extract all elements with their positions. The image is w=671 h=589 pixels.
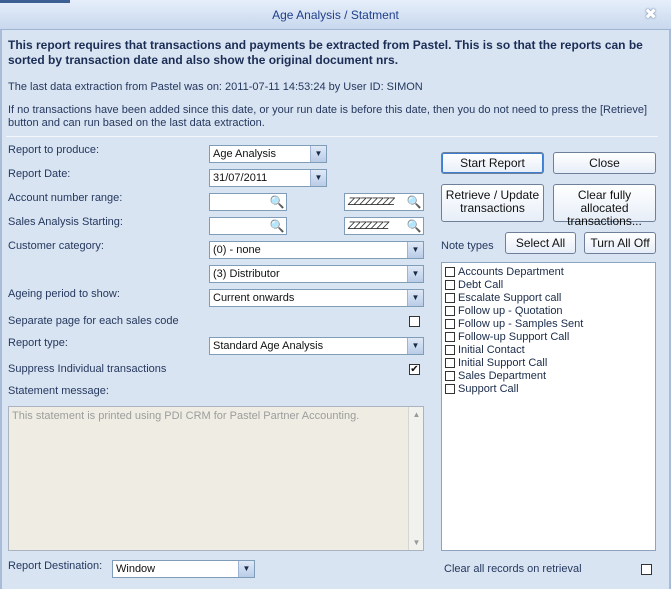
sales-from-input[interactable] <box>209 217 287 235</box>
account-to-value: ZZZZZZZZ <box>348 196 394 208</box>
title-bar <box>0 0 671 30</box>
list-item[interactable] <box>442 344 655 357</box>
list-item[interactable] <box>442 318 655 331</box>
separator <box>6 136 658 137</box>
chevron-down-icon[interactable]: ▼ <box>238 561 254 577</box>
list-item[interactable] <box>442 279 655 292</box>
suppress-checkbox[interactable]: ✔ <box>410 364 419 375</box>
chevron-down-icon[interactable]: ▼ <box>407 242 423 258</box>
report-to-produce-value: Age Analysis <box>213 148 276 160</box>
clear-all-label: Clear all records on retrieval <box>444 563 582 575</box>
ageing-period-dropdown[interactable] <box>209 289 424 307</box>
sales-to-input[interactable] <box>344 217 424 235</box>
report-destination-value: Window <box>116 563 156 575</box>
list-item[interactable] <box>442 292 655 305</box>
report-destination-dropdown[interactable] <box>112 560 255 578</box>
note-label: Debt Call <box>458 279 504 291</box>
note-checkbox[interactable] <box>445 293 455 303</box>
close-window-icon[interactable]: ✖ <box>644 6 657 23</box>
retrieve-hint: If no transactions have been added since this date, or your run date is before this date, then you do not need to press the [Retrieve] button and can run based on the last data extraction. <box>8 104 648 129</box>
retrieve-line1: Retrieve / Update <box>445 188 540 202</box>
suppress-label: Suppress Individual transactions <box>8 363 167 375</box>
note-label: Accounts Department <box>458 266 564 278</box>
window-title: Age Analysis / Statment <box>272 8 399 22</box>
customer-category-2-dropdown[interactable] <box>209 265 424 283</box>
clear-allocated-button[interactable] <box>553 184 656 228</box>
customer-category-dropdown[interactable] <box>209 241 424 259</box>
note-checkbox[interactable] <box>445 345 455 355</box>
last-extraction-info: The last data extraction from Pastel was on: 2011-07-11 14:53:24 by User ID: SIMON <box>8 81 423 93</box>
info-requirement: This report requires that transactions and payments be extracted from Pastel. This is so that the reports can be sorted by transaction date and also show the original document nrs. <box>8 38 643 67</box>
select-all-button[interactable]: Select All <box>505 232 576 254</box>
window-frame-left <box>0 30 2 589</box>
scroll-up-icon[interactable]: ▲ <box>412 410 421 419</box>
note-checkbox[interactable] <box>445 267 455 277</box>
chevron-down-icon[interactable]: ▼ <box>407 266 423 282</box>
report-to-produce-label: Report to produce: <box>8 144 100 156</box>
note-checkbox[interactable] <box>445 371 455 381</box>
report-to-produce-dropdown[interactable] <box>209 145 327 163</box>
separate-page-checkbox[interactable] <box>409 316 420 327</box>
close-button[interactable]: Close <box>553 152 656 174</box>
retrieve-line2: transactions <box>460 201 525 215</box>
chevron-down-icon[interactable]: ▼ <box>310 146 326 162</box>
chevron-down-icon[interactable]: ▼ <box>407 338 423 354</box>
note-label: Escalate Support call <box>458 292 562 304</box>
note-label: Follow-up Support Call <box>458 331 570 343</box>
search-icon[interactable]: 🔍 <box>406 219 422 233</box>
note-label: Sales Department <box>458 370 547 382</box>
account-from-input[interactable] <box>209 193 287 211</box>
scroll-down-icon[interactable]: ▼ <box>412 538 421 547</box>
report-date-value: 31/07/2011 <box>213 172 268 184</box>
report-date-label: Report Date: <box>8 168 71 180</box>
report-type-label: Report type: <box>8 337 68 349</box>
note-label: Initial Support Call <box>458 357 548 369</box>
note-label: Follow up - Quotation <box>458 305 563 317</box>
report-destination-label: Report Destination: <box>8 560 103 572</box>
account-to-input[interactable] <box>344 193 424 211</box>
chevron-down-icon[interactable]: ▼ <box>310 170 326 186</box>
report-type-value: Standard Age Analysis <box>213 340 324 352</box>
note-label: Support Call <box>458 383 519 395</box>
note-checkbox[interactable] <box>445 358 455 368</box>
statement-message-text: This statement is printed using PDI CRM for Pastel Partner Accounting. <box>12 410 360 422</box>
list-item[interactable] <box>442 383 655 396</box>
note-label: Follow up - Samples Sent <box>458 318 584 330</box>
list-item[interactable] <box>442 305 655 318</box>
note-types-list <box>441 262 656 551</box>
customer-category-label: Customer category: <box>8 240 104 252</box>
search-icon[interactable]: 🔍 <box>406 195 422 209</box>
title-accent <box>0 0 70 3</box>
chevron-down-icon[interactable]: ▼ <box>407 290 423 306</box>
statement-message-textarea[interactable] <box>8 406 424 551</box>
memo-scrollbar[interactable] <box>408 407 423 550</box>
search-icon[interactable]: 🔍 <box>269 219 285 233</box>
report-type-dropdown[interactable] <box>209 337 424 355</box>
clear-line2: transactions... <box>567 214 642 228</box>
list-item[interactable] <box>442 357 655 370</box>
start-report-button[interactable]: Start Report <box>441 152 544 174</box>
separate-page-label: Separate page for each sales code <box>8 315 179 327</box>
note-types-label: Note types <box>441 240 494 252</box>
ageing-period-value: Current onwards <box>213 292 295 304</box>
clear-all-checkbox[interactable] <box>641 564 652 575</box>
statement-message-label: Statement message: <box>8 385 109 397</box>
turn-all-off-button[interactable]: Turn All Off <box>584 232 656 254</box>
note-checkbox[interactable] <box>445 280 455 290</box>
customer-category-value: (0) - none <box>213 244 261 256</box>
retrieve-update-button[interactable] <box>441 184 544 222</box>
list-item[interactable] <box>442 370 655 383</box>
note-checkbox[interactable] <box>445 332 455 342</box>
list-item[interactable] <box>442 266 655 279</box>
clear-line1: Clear fully allocated <box>577 188 632 215</box>
list-item[interactable] <box>442 331 655 344</box>
customer-category-2-value: (3) Distributor <box>213 268 280 280</box>
sales-to-value: ZZZZZZZ <box>348 220 389 232</box>
sales-analysis-label: Sales Analysis Starting: <box>8 216 123 228</box>
note-checkbox[interactable] <box>445 306 455 316</box>
search-icon[interactable]: 🔍 <box>269 195 285 209</box>
report-date-picker[interactable] <box>209 169 327 187</box>
note-checkbox[interactable] <box>445 384 455 394</box>
note-checkbox[interactable] <box>445 319 455 329</box>
note-label: Initial Contact <box>458 344 525 356</box>
ageing-period-label: Ageing period to show: <box>8 288 120 300</box>
account-range-label: Account number range: <box>8 192 123 204</box>
